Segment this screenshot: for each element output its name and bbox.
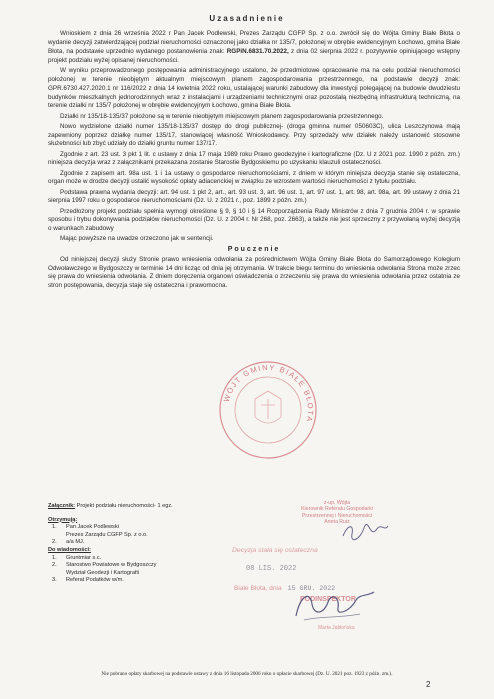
paragraph-3: Działki nr 135/18-135/37 położone są w terenie nieobjętym miejscowym planem zagospodarowania przestrzennego. [60,112,384,120]
instruction-heading: Pouczenie [227,245,281,253]
cc-label: Do wiadomości: [48,546,91,553]
distribution-lists [48,503,228,585]
wojt-stamp: z-up. Wójta Kierownik Referatu Gospodarki Przestrzennej i Nieruchomości Aneta Ruiz [262,500,412,526]
seal-text: WÓJT GMINY BIAŁE BŁOTA [221,362,316,424]
paragraph-9: Mając powyższe na uwadze orzeczono jak w sentencji. [60,235,214,243]
inspector-name: Marta Jabłońska [318,625,355,631]
list-item: 2. Starostwo Powiatowe w Bydgoszczy [52,562,157,569]
list-item: Wydział Geodezji i Kartografii [66,569,140,576]
attachment-text: Projekt podziału nieruchomości- 1 egz. [76,503,173,509]
list-item: 1. Pan Jacek Podlewski [52,524,119,531]
paragraph-4: Nowo wydzielone działki numer 135/18-135/37 dostęp do drogi publicznej- (droga gminna numer 050603C), ulica Leszczynowa mają zapewniony poprzez działkę numer 135/17, stanowiącej własność Wnioskodawcy. Przy sprzedaży w/w działek należy ustanowić stosowne służebności lub zbyć udziały do działki gruntu numer 137/17. [48,122,460,148]
attachment-label: Załącznik: [48,503,76,509]
issue-date-stamp: Białe Błota, dnia 15 GRU. 2022 [234,585,336,592]
paragraph-1-end: z dnia 02 sierpnia 2022 r. pozytywnie opiniującego wstępny projekt podziału wyżej opisanej nieruchomości. [48,47,461,64]
list-item: 2. a/a MJ. [52,539,85,546]
list-item: 3. Referat Podatków w/m. [52,577,124,584]
wojt-signature-name: Aneta Ruiz [324,519,350,526]
list-item: 1. Gruntmiar s.c. [52,554,102,561]
signature-image [340,520,390,544]
paragraph-6: Zgodnie z zapisem art. 98a ust. 1 i 1a ustawy o gospodarce nieruchomościami, z dniem w którym niniejsza decyzja stanie się ostateczna, organ może w drodze decyzji ustalić wysokość opłaty adiacenckiej w związku ze wzrostem wartości nieruchomości z tytułu podziału. [48,169,460,186]
paragraph-2: W wyniku przeprowadzonego postępowania administracyjnego ustalono, że przedmiotowe opracowanie ma na celu podział nieruchomości położonej w terenie nieobjętym aktualnym miejscowym planem zagospodarowania przestrzennego, na podstawie decyzji znak: GPR.6730.427.2020.1 nr 116/2022 z dnia 14 kwietnia 2022 roku, ustalającej warunki zabudowy dla inwestycji polegającej na budowie dwudziestu budynków mieszkalnych jednorodzinnych wraz z instalacjami i urządzeniami technicznymi oraz pozostałą niezbędną infrastrukturą techniczną, na terenie działki nr 135/7 położonej w obrębie ewidencyjnym Łochowo, gmina Białe Błota. [48,66,460,110]
svg-text:WÓJT GMINY BIAŁE BŁOTA [222,363,315,424]
paragraph-7: Podstawa prawna wydania decyzji: art. 94 ust. 1 pkt 2, art., art. 93 ust. 3, art. 96 ust. 1, art. 97 ust. 1, art. 98, art. 98a, art. 99 ustawy z dnia 21 sierpnia 1997 roku o gospodarce nieruchomościami (Dz. U. z 2021 r., poz. 1899 z późn. zm.) [48,188,460,205]
list-item: Prezes Zarządu CGFP Sp. z o.o. [66,531,148,538]
paragraph-5: Zgodnie z art. 23 ust. 3 pkt 1 lit. c ustawy z dnia 17 maja 1989 roku Prawo geodezyjne i kartograficzne (Dz. U z 2021 poz. 1990 z późn. zm.) niniejsza decyzja wraz z załącznikami przekazana zostanie Starostie Bydgoskiemu po uzyskaniu klauzuli ostateczności. [48,150,460,167]
final-decision-stamp: Decyzja stała się ostateczna [232,547,318,554]
page-title: Uzasadnienie [209,14,285,23]
attachment-line [48,503,228,511]
paragraph-8: Przedłożony projekt podziału spełnia wymogi określone § 9, § 10 i § 14 Rozporządzenia Rady Ministrów z dnia 7 grudnia 2004 r. w sprawie sposobu i trybu dokonywania podziałów nieruchomości (Dz. U. z 2004 r. Nr 268, poz. 2663), a także nie jest sprzeczny z przywołaną wyżej decyzją o warunkach zabudowy [48,207,460,233]
paragraph-1 [48,30,460,66]
reference-number: RGPiN.6831.70.2022, [226,47,289,55]
final-date-stamp: 08 LIS. 2022 [246,565,297,573]
inspector-signature-image [290,586,380,624]
recipients-label: Otrzymują: [48,516,78,523]
footer-note: Nie pobrano opłaty skarbowej na podstawie ustawy z dnia 16 listopada 2006 roku o opłacie skarbowej (Dz. U. 2021 poz. 1923 z późn. zm.). [101,671,393,677]
paragraph-10: Od niniejszej decyzji służy Stronie prawo wniesienia odwołania za pośrednictwem Wójta Gminy Białe Błota do Samorządowego Kolegium Odwoławczego w Bydgoszczy w terminie 14 dni licząc od dnia jej otrzymania. W trakcie biegu terminu do wniesienia odwołania Strona może zrzec się prawa do wniesienia odwołania. Z dniem doręczenia organowi oświadczenia o zrzeczeniu się prawa do wniesienia odwołania przez ostatnia ze stron postępowania, decyzja staje się ostateczna i prawomocna. [48,255,460,290]
round-seal-stamp [213,355,323,465]
justification-body [48,30,460,292]
page-number: 2 [426,680,431,689]
inspector-title: PODINSPEKTOR [300,596,356,603]
paragraph-1-text: Wnioskiem z dnia 26 września 2022 r Pan Jacek Podlewski, Prezes Zarządu CGFP Sp. z o.o. zwrócił się do Wójta Gminy Białe Błota o wydanie decyzji zatwierdzającej podział nieruchomości oznaczonej jako działka nr 135/7, położonej w obrębie ewidencyjnym Łochowo, gmina Białe Błota, na podstawie uprzednio wydanego postanowienia znak: [48,30,460,55]
